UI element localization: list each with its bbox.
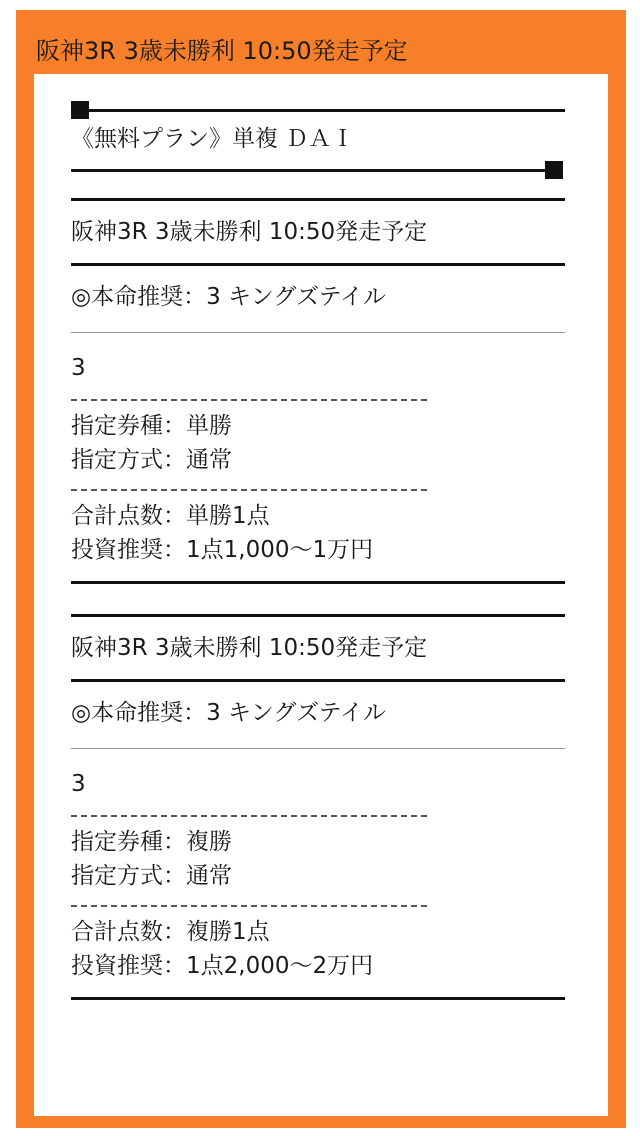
plan-top-rule — [71, 100, 571, 120]
divider-thick — [71, 614, 565, 617]
plan-title: 《無料プラン》単複 ＤＡＩ — [71, 126, 355, 152]
divider-thick — [71, 997, 565, 1000]
header-title: 阪神3R 3歳未勝利 10:50発走予定 — [36, 37, 408, 65]
divider-dashed — [71, 399, 427, 401]
message-content — [71, 94, 571, 1000]
divider-thick — [71, 679, 565, 682]
divider-thick — [71, 263, 565, 266]
orange-frame — [16, 10, 626, 1128]
investment-recommendation: 投資推奨：1点1,000〜1万円 — [71, 537, 374, 563]
message-card — [34, 74, 608, 1116]
horse-number: 3 — [71, 355, 86, 381]
black-square-icon — [71, 101, 89, 119]
divider-thick — [71, 581, 565, 584]
race-title: 阪神3R 3歳未勝利 10:50発走予定 — [71, 635, 428, 661]
divider-thin — [71, 332, 565, 333]
divider-thin — [71, 748, 565, 749]
bet-method: 指定方式：通常 — [71, 447, 232, 473]
total-points: 合計点数：単勝1点 — [71, 503, 270, 529]
race-title: 阪神3R 3歳未勝利 10:50発走予定 — [71, 219, 428, 245]
bet-method: 指定方式：通常 — [71, 863, 232, 889]
black-square-icon — [545, 161, 563, 179]
investment-recommendation: 投資推奨：1点2,000〜2万円 — [71, 953, 374, 979]
pick-line: ◎本命推奨：3 キングズテイル — [71, 700, 387, 726]
horse-number: 3 — [71, 771, 86, 797]
divider-dashed — [71, 905, 427, 907]
divider-thick — [71, 198, 565, 201]
total-points: 合計点数：複勝1点 — [71, 919, 270, 945]
bet-type: 指定券種：単勝 — [71, 413, 232, 439]
divider-dashed — [71, 489, 427, 491]
divider-dashed — [71, 815, 427, 817]
bet-type: 指定券種：複勝 — [71, 829, 232, 855]
pick-line: ◎本命推奨：3 キングズテイル — [71, 284, 387, 310]
plan-bottom-rule — [71, 160, 571, 180]
